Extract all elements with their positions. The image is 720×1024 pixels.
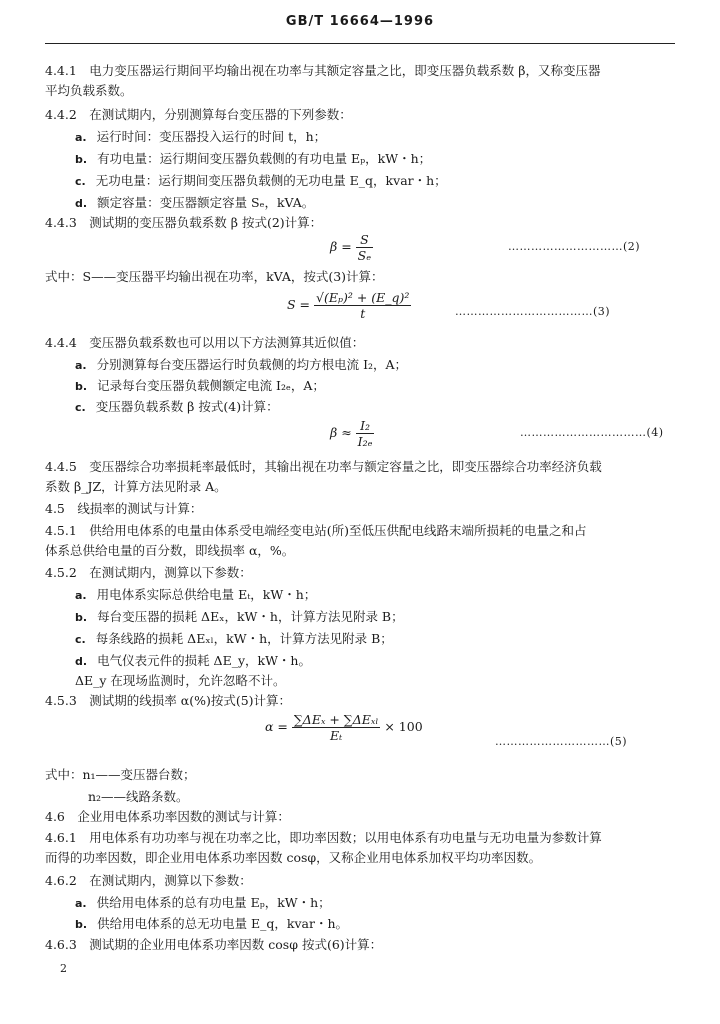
equation-tag: ………………………………(3) xyxy=(455,305,611,318)
list-text: 运行时间：变压器投入运行的时间 t，h； xyxy=(96,129,327,144)
list-marker: d. xyxy=(75,197,88,210)
list-marker: d. xyxy=(75,655,88,668)
para-4-4-2: 4.4.2 在测试期内，分别测算每台变压器的下列参数： xyxy=(45,107,352,122)
eq-multiplier: × 100 xyxy=(384,719,423,734)
list-item xyxy=(75,194,314,213)
equation-5 xyxy=(265,712,423,743)
para-4-4-1: 4.4.1 电力变压器运行期间平均输出视在功率与其额定容量之比，即变压器负载系数 β，又称变压器 xyxy=(45,63,601,78)
eq-fraction xyxy=(356,232,373,263)
list-text: 电气仪表元件的损耗 ΔE_y，kW・h。 xyxy=(97,653,311,668)
note-line: ΔE_y 在现场监测时，允许忽略不计。 xyxy=(75,673,286,688)
eq-fraction xyxy=(292,712,380,743)
list-item xyxy=(75,608,404,627)
list-item xyxy=(75,586,316,605)
para-4-5-2: 4.5.2 在测试期内，测算以下参数： xyxy=(45,565,252,580)
where-n2: n₂——线路条数。 xyxy=(88,789,189,804)
where-s: 式中：S——变压器平均输出视在功率，kVA，按式(3)计算： xyxy=(45,269,384,284)
equation-2 xyxy=(330,232,373,263)
page-header: GB/T 16664—1996 xyxy=(285,14,435,29)
para-4-4-4: 4.4.4 变压器负载系数也可以用以下方法测算其近似值： xyxy=(45,335,365,350)
list-marker: b. xyxy=(75,153,88,166)
list-item xyxy=(75,172,447,191)
list-text: 额定容量：变压器额定容量 Sₑ，kVA。 xyxy=(97,195,315,210)
list-item xyxy=(75,356,407,375)
para-4-4-5: 4.4.5 变压器综合功率损耗率最低时，其输出视在功率与额定容量之比，即变压器综合功率经济负载 xyxy=(45,459,602,474)
section-4-6: 4.6 企业用电体系功率因数的测试与计算： xyxy=(45,809,290,824)
para-4-4-3: 4.4.3 测试期的变压器负载系数 β 按式(2)计算： xyxy=(45,215,323,230)
eq-fraction xyxy=(356,418,375,449)
list-marker: a. xyxy=(75,897,87,910)
eq-numerator: I₂ xyxy=(360,418,371,433)
section-4-5: 4.5 线损率的测试与计算： xyxy=(45,501,203,516)
eq-numerator: √(Eₚ)² + (E_q)² xyxy=(316,290,410,305)
equation-3 xyxy=(287,290,411,321)
list-text: 供给用电体系的总无功电量 E_q，kvar・h。 xyxy=(97,916,349,931)
list-item xyxy=(75,150,431,169)
list-text: 每台变压器的损耗 ΔEₓ，kW・h，计算方法见附录 B； xyxy=(97,609,404,624)
list-item xyxy=(75,398,279,417)
eq-lhs: S = xyxy=(287,297,311,312)
para-4-5-1: 4.5.1 供给用电体系的电量由体系受电端经变电站(所)至低压供配电线路末端所损耗的电量之和占 xyxy=(45,523,587,538)
list-item xyxy=(75,630,393,649)
list-marker: a. xyxy=(75,589,87,602)
list-item xyxy=(75,894,331,913)
list-text: 每条线路的损耗 ΔEₓₗ，kW・h，计算方法见附录 B； xyxy=(95,631,393,646)
list-text: 记录每台变压器负载侧额定电流 I₂ₑ，A； xyxy=(97,378,325,393)
eq-denominator: t xyxy=(314,305,411,321)
list-item xyxy=(75,128,326,147)
equation-tag: ……………………………(4) xyxy=(520,426,664,439)
list-marker: b. xyxy=(75,918,88,931)
list-item xyxy=(75,915,348,934)
para-4-6-3: 4.6.3 测试期的企业用电体系功率因数 cosφ 按式(6)计算： xyxy=(45,937,383,952)
page-number: 2 xyxy=(60,962,67,975)
list-marker: a. xyxy=(75,131,87,144)
equation-tag: …………………………(5) xyxy=(495,735,628,748)
eq-denominator: Sₑ xyxy=(357,248,372,263)
para-4-5-3: 4.5.3 测试期的线损率 α(%)按式(5)计算： xyxy=(45,693,292,708)
eq-lhs: β = xyxy=(330,239,352,254)
eq-numerator: S xyxy=(360,232,369,247)
list-text: 变压器负载系数 β 按式(4)计算： xyxy=(95,399,279,414)
list-text: 用电体系实际总供给电量 Eₜ，kW・h； xyxy=(96,587,317,602)
list-marker: c. xyxy=(75,401,86,414)
eq-numerator: ∑ΔEₓ + ∑ΔEₓₗ xyxy=(293,712,379,727)
para-4-5-1-cont: 体系总供给电量的百分数，即线损率 α，%。 xyxy=(45,543,295,558)
list-marker: b. xyxy=(75,611,88,624)
eq-denominator: I₂ₑ xyxy=(357,434,373,449)
equation-tag: …………………………(2) xyxy=(508,240,641,253)
para-4-6-2: 4.6.2 在测试期内，测算以下参数： xyxy=(45,873,252,888)
list-marker: a. xyxy=(75,359,87,372)
list-text: 供给用电体系的总有功电量 Eₚ，kW・h； xyxy=(96,895,331,910)
list-marker: b. xyxy=(75,380,88,393)
header-rule xyxy=(45,43,675,44)
para-4-6-1-cont: 而得的功率因数，即企业用电体系功率因数 cosφ，又称企业用电体系加权平均功率因数。 xyxy=(45,850,542,865)
where-n1: 式中：n₁——变压器台数； xyxy=(45,767,196,782)
eq-lhs: α = xyxy=(265,719,288,734)
list-text: 无功电量：运行期间变压器负载侧的无功电量 E_q，kvar・h； xyxy=(95,173,447,188)
equation-4 xyxy=(330,418,374,449)
eq-lhs: β ≈ xyxy=(330,425,352,440)
eq-fraction xyxy=(314,290,411,321)
eq-denominator: Eₜ xyxy=(292,727,380,743)
list-item xyxy=(75,377,325,396)
para-4-4-1-cont: 平均负载系数。 xyxy=(45,83,133,98)
para-4-4-5-cont: 系数 β_JZ，计算方法见附录 A。 xyxy=(45,479,227,494)
list-marker: c. xyxy=(75,175,86,188)
list-text: 有功电量：运行期间变压器负载侧的有功电量 Eₚ，kW・h； xyxy=(97,151,432,166)
para-4-6-1: 4.6.1 用电体系有功功率与视在功率之比，即功率因数；以用电体系有功电量与无功电量为参数计算 xyxy=(45,830,602,845)
list-text: 分别测算每台变压器运行时负载侧的均方根电流 I₂，A； xyxy=(96,357,408,372)
list-marker: c. xyxy=(75,633,86,646)
list-item xyxy=(75,652,311,671)
